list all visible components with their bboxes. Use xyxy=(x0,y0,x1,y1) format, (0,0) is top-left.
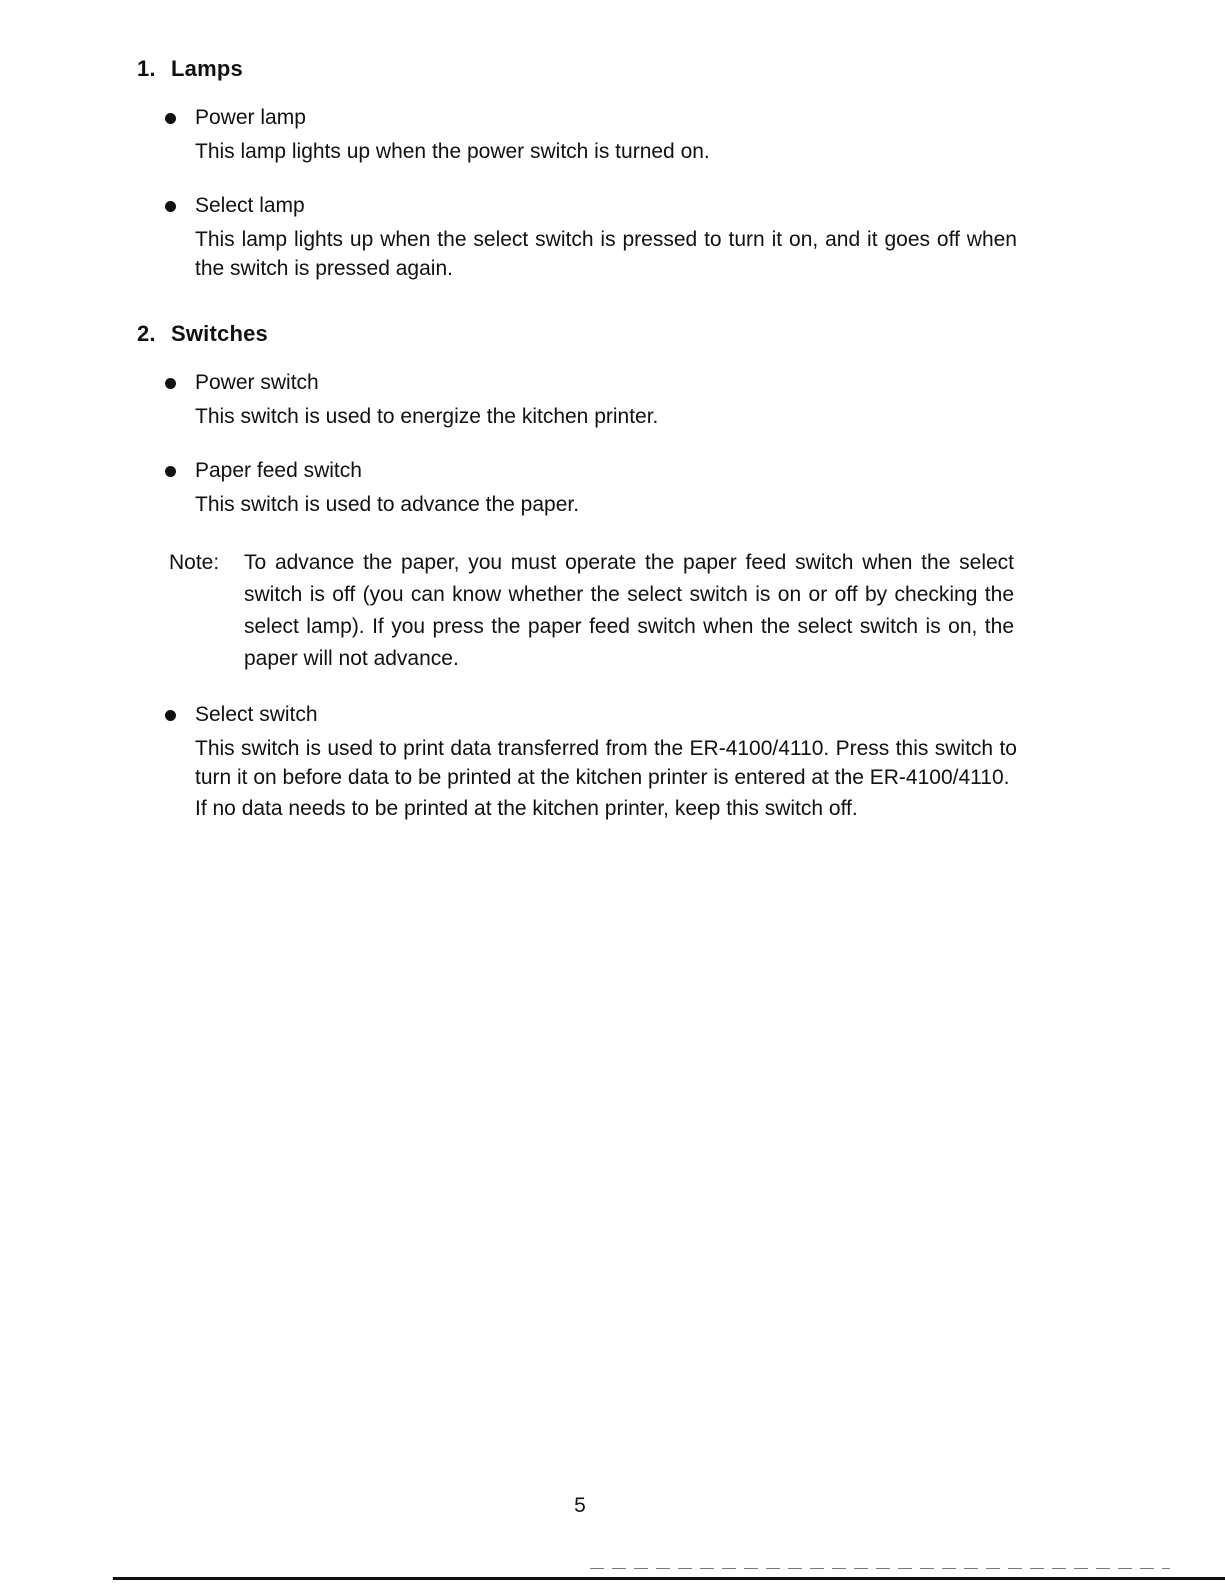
list-item xyxy=(165,194,1017,283)
note-block xyxy=(169,547,1017,675)
item-paragraph: This switch is used to energize the kitchen printer. xyxy=(195,405,659,428)
item-body xyxy=(195,225,1017,283)
item-title: Select switch xyxy=(195,703,318,726)
item-title: Power switch xyxy=(195,371,319,394)
item-body xyxy=(195,734,1017,823)
section-title: Switches xyxy=(171,321,268,346)
bullet-icon xyxy=(165,710,176,721)
item-title: Paper feed switch xyxy=(195,459,362,482)
item-body xyxy=(195,137,1017,166)
item-body xyxy=(195,402,1017,431)
item-title-row xyxy=(165,371,1017,395)
bullet-icon xyxy=(165,378,176,389)
item-paragraph: This switch is used to print data transferred from the ER-4100/4110. Press this switch to turn it on before data to be printed at the kitchen printer is entered at the ER-4100/4110. xyxy=(195,737,1017,789)
item-title-row xyxy=(165,194,1017,218)
item-paragraph: This switch is used to advance the paper. xyxy=(195,493,580,516)
list-item xyxy=(165,703,1017,823)
page-content xyxy=(137,56,1017,861)
item-title: Select lamp xyxy=(195,194,305,217)
bullet-icon xyxy=(165,466,176,477)
page-number: 5 xyxy=(574,1494,586,1517)
item-paragraph: This lamp lights up when the power switch is turned on. xyxy=(195,140,710,163)
footer-rule xyxy=(113,1577,1225,1580)
section-number: 2. xyxy=(137,321,156,346)
section-number: 1. xyxy=(137,56,156,81)
section-heading xyxy=(137,321,1017,347)
note-body: To advance the paper, you must operate the paper feed switch when the select switch is off (you can know whether the select switch is on or off by checking the select lamp). If you press the paper feed switch when the select switch is on, the paper will not advance. xyxy=(244,551,1014,670)
note-label: Note: xyxy=(169,551,220,574)
item-title: Power lamp xyxy=(195,106,306,129)
footer-dashed-rule xyxy=(590,1568,1170,1569)
bullet-icon xyxy=(165,201,176,212)
list-item xyxy=(165,106,1017,166)
item-title-row xyxy=(165,703,1017,727)
list-item xyxy=(165,371,1017,431)
item-body xyxy=(195,490,1017,519)
section-title: Lamps xyxy=(171,56,243,81)
item-title-row xyxy=(165,106,1017,130)
section-switches xyxy=(137,321,1017,823)
bullet-icon xyxy=(165,113,176,124)
section-heading xyxy=(137,56,1017,82)
section-lamps xyxy=(137,56,1017,283)
list-item xyxy=(165,459,1017,519)
item-title-row xyxy=(165,459,1017,483)
item-paragraph: If no data needs to be printed at the kitchen printer, keep this switch off. xyxy=(195,797,858,820)
item-paragraph: This lamp lights up when the select switch is pressed to turn it on, and it goes off when the switch is pressed again. xyxy=(195,228,1017,280)
